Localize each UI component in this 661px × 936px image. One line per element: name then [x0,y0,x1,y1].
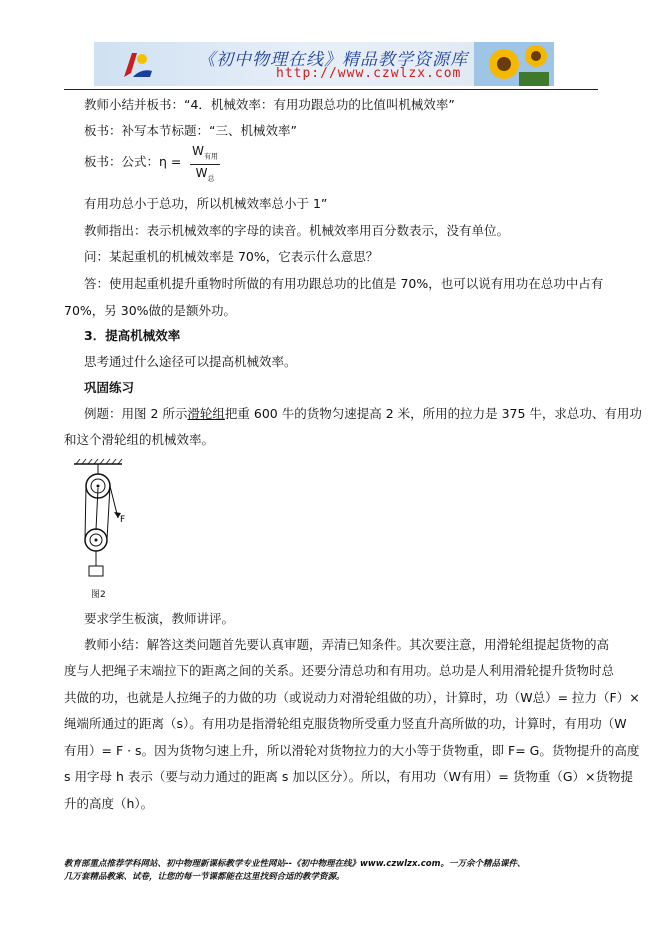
footer-line-1: 教育部重点推荐学科网站、初中物理新课标教学专业性网站--《初中物理在线》www.czwlzx.com。一万余个精品课件、 [64,859,526,869]
paragraph-teacher-summary-4: 绳端所通过的距离（s）。有用功是指滑轮组克服货物所受重力竖直升高所做的功，计算时，有用功（W [64,716,627,731]
paragraph-example-2: 和这个滑轮组的机械效率。 [64,432,215,447]
formula-efficiency [84,144,218,183]
footer [64,858,604,884]
example-text-c: 把重 600 牛的货物匀速提高 2 米，所用的拉力是 375 牛，求总功、有用功 [224,406,642,421]
formula-fraction [190,144,220,186]
formula-numerator: W [192,144,204,158]
header-banner [94,42,554,86]
pulley-diagram [72,458,132,588]
formula-label: 板书：公式：η = [84,154,182,169]
paragraph-example-1 [84,406,642,422]
header-rule [64,89,598,90]
force-label: F [120,515,126,525]
example-link-pulley[interactable]: 滑轮组 [187,406,225,421]
section-heading-improve: 3．提高机械效率 [84,328,181,343]
paragraph-summary: 教师小结并板书：“4．机械效率：有用功跟总功的比值叫机械效率” [84,97,455,112]
paragraph-teacher-summary-3: 共做的功，也就是人拉绳子的力做的功（或说动力对滑轮组做的功），计算时，功（W总）= 拉力（F）× [64,690,640,705]
banner-url: http://www.czwlzx.com [276,66,462,81]
formula-numerator-sub: 有用 [203,152,218,161]
paragraph-teacher-summary-1: 教师小结：解答这类问题首先要认真审题，弄清已知条件。其次要注意，用滑轮组提起货物的高 [84,637,610,652]
site-logo-icon [120,47,154,81]
paragraph-answer-2: 70%，另 30%做的是额外功。 [64,303,237,318]
paragraph-teacher-summary-5: 有用）= F · s。因为货物匀速上升，所以滑轮对货物拉力的大小等于货物重，即 F= G。货物提升的高度 [64,743,640,758]
banner-title: 《初中物理在线》精品教学资源库 [198,50,468,70]
paragraph-teacher-note: 教师指出：表示机械效率的字母的读音。机械效率用百分数表示，没有单位。 [84,223,510,238]
paragraph-answer-1: 答：使用起重机提升重物时所做的有用功跟总功的比值是 70%，也可以说有用功在总功中占有 [84,276,604,291]
sunflower-icon [474,42,554,86]
paragraph-teacher-summary-7: 升的高度（h）。 [64,796,154,811]
paragraph-question: 问：某起重机的机械效率是 70%，它表示什么意思？ [84,249,379,264]
section-heading-practice: 巩固练习 [84,380,135,395]
formula-denominator: W [195,166,208,181]
paragraph-less-than-one: 有用功总小于总功，所以机械效率总小于 1” [84,196,328,211]
footer-line-2: 几万套精品教案、试卷，让您的每一节课都能在这里找到合适的教学资源。 [64,872,345,882]
paragraph-think: 思考通过什么途径可以提高机械效率。 [84,354,297,369]
formula-denominator-sub: 总 [207,174,215,183]
paragraph-teacher-summary-2: 度与人把绳子末端拉下的距离之间的关系。还要分清总功和有用功。总功是人利用滑轮提升货物时总 [64,663,615,678]
paragraph-board-title: 板书：补写本节标题：“三、机械效率” [84,123,297,138]
figure-caption: 图2 [91,590,106,600]
paragraph-board-demo: 要求学生板演，教师讲评。 [84,611,235,626]
paragraph-teacher-summary-6: s 用字母 h 表示（要与动力通过的距离 s 加以区分）。所以，有用功（W有用）= 货物重（G）×货物提 [64,769,634,784]
example-text-a: 例题：用图 2 所示 [84,406,188,421]
